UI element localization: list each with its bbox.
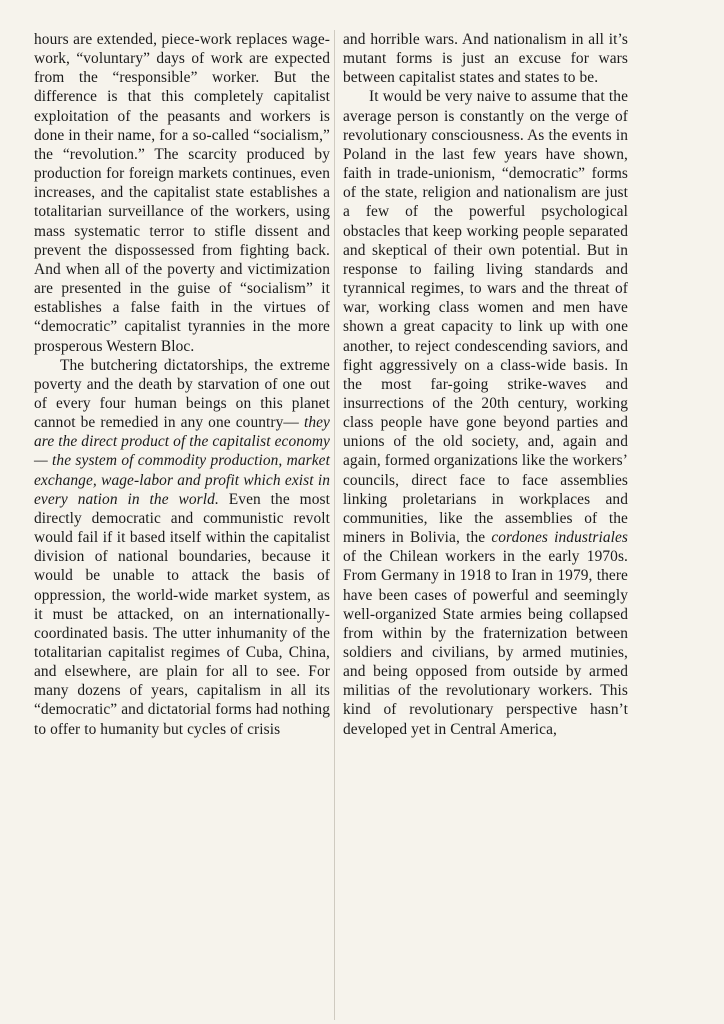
text-column-left — [34, 30, 330, 739]
paragraph-text: It would be very naive to assume that the average person is constantly on the verge of revolutionary consciousness. As the events in Poland in the last few years have shown, faith in trade-unionism, “democratic” forms of the state, religion and nationalism are just a few of the powerful psychological obstacles that keep working people separated and skeptical of their own potential. But in response to failing living standards and tyrannical regimes, to wars and the threat of war, working class women and men have shown a great capacity to link up with one another, to reject condescending saviors, and fight aggressively on a class-wide basis. In the most far-going strike-waves and insurrections of the 20th century, working class people have gone beyond parties and unions of the old society, and, again and again, formed organizations like the workers’ councils, direct face to face assemblies linking proletarians in workplaces and communities, like the assemblies of the miners in Bolivia, the — [343, 88, 628, 547]
text-column-right — [343, 30, 628, 739]
paragraph-text: Even the most directly democratic and communistic revolt would fail if it based itself within the capitalist division of national boundaries, because it would be unable to attack the basis of oppression, the world-wide market system, as it must be attacked, on an internationally-coordinated basis. The utter inhumanity of the totalitarian capitalist regimes of Cuba, China, and elsewhere, are plain for all to see. For many dozens of years, capitalism in all its “democratic” and dictatorial forms had nothing to offer to humanity but cycles of crisis — [34, 490, 330, 738]
paragraph — [34, 356, 330, 739]
paragraph-text: of the Chilean workers in the early 1970s. From Germany in 1918 to Iran in 1979, there have been cases of powerful and seemingly well-organized State armies being collapsed from within by the fraternization between soldiers and civilians, by armed mutinies, and being opposed from outside by armed militias of the revolutionary workers. This kind of revolutionary perspective hasn’t developed yet in Central America, — [343, 548, 628, 738]
column-divider — [334, 30, 335, 1020]
paragraph: hours are extended, piece-work replaces wage-work, “voluntary” days of work are expected from the “responsible” worker. But the difference is that this completely capitalist exploitation of the peasants and workers is done in their name, for a so-called “socialism,” the “revolution.” The scarcity produced by production for foreign markets continues, even increases, and the capitalist state establishes a totalitarian surveillance of the workers, using mass systematic terror to stifle dissent and prevent the dispossessed from fighting back. And when all of the poverty and victimization are presented in the guise of “socialism” it establishes a false faith in the virtues of “democratic” capitalist tyrannies in the more prosperous Western Bloc. — [34, 31, 330, 355]
paragraph-text: The butchering dictatorships, the extreme poverty and the death by starvation of one out of every four human beings on this planet cannot be remedied in any one country— — [34, 356, 330, 432]
paragraph — [343, 87, 628, 738]
paragraph: and horrible wars. And nationalism in all it’s mutant forms is just an excuse for wars between capitalist states and states to be. — [343, 31, 628, 87]
italic-emphasis: cordones industriales — [491, 529, 629, 547]
italic-emphasis: they are the direct product of the capitalist economy— the system of commodity production, market exchange, wage-labor and profit which exist in every nation in the world. — [34, 414, 330, 508]
